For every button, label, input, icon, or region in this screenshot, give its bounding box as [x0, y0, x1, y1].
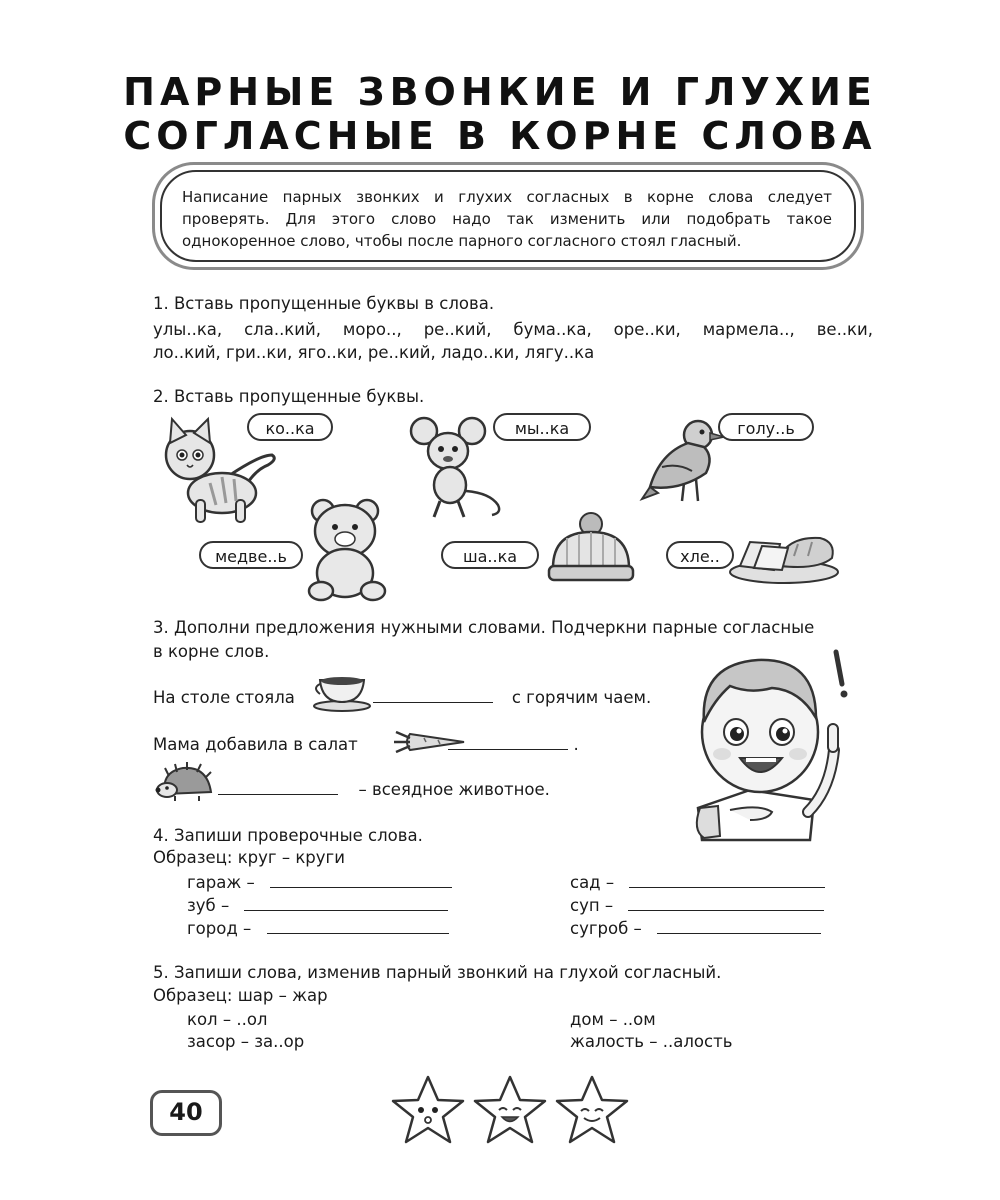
bubble-koshka: ко..ка [247, 413, 333, 441]
star-icon [472, 1074, 548, 1146]
task4-word: сад – [570, 873, 615, 892]
rule-box: Написание парных звонких и глухих согласных в корне слова следует проверять. Для этого слово надо так изменить или подобрать такое однокоренное слово, чтобы после парного согласного стоял гласный. [160, 170, 856, 262]
sentence-1-end: с горячим чаем. [511, 688, 652, 707]
answer-blank-1[interactable] [373, 684, 493, 703]
task3-sentence-1 [153, 684, 651, 708]
task3-heading-line-1: 3. Дополни предложения нужными словами. Подчеркни парные согласные [153, 618, 815, 637]
answer-line[interactable] [657, 915, 821, 934]
task5-heading: 5. Запиши слова, изменив парный звонкий на глухой согласный. [153, 963, 722, 982]
task4-word: гараж – [187, 873, 255, 892]
sentence-1-start: На столе стояла [153, 688, 295, 707]
hedgehog-icon [155, 762, 215, 802]
task5-example: Образец: шар – жар [153, 986, 328, 1005]
bubble-medved: медве..ь [199, 541, 303, 569]
task4-left-row-1 [187, 869, 452, 893]
answer-line[interactable] [628, 892, 824, 911]
cup-icon [312, 672, 374, 712]
task4-left-row-2 [187, 892, 448, 916]
task4-right-row-2 [570, 892, 824, 916]
star-icon [554, 1074, 630, 1146]
star-icon [390, 1074, 466, 1146]
task4-right-row-1 [570, 869, 825, 893]
page-title-line-2: СОГЛАСНЫЕ В КОРНЕ СЛОВА [123, 114, 877, 158]
task5-right-row-2: жалость – ..алость [570, 1032, 733, 1051]
bubble-myshka: мы..ка [493, 413, 591, 441]
task4-word: город – [187, 919, 252, 938]
pigeon-icon [640, 413, 730, 508]
answer-blank-3[interactable] [218, 776, 338, 795]
task1-words-line-1: улы..ка, сла..кий, моро.., ре..кий, бума..ка, оре..ки, мармела.., ве..ки, [153, 320, 873, 339]
bubble-golub: голу..ь [718, 413, 814, 441]
bubble-hleb: хле.. [666, 541, 734, 569]
answer-line[interactable] [629, 869, 825, 888]
task1-words-line-2: ло..кий, гри..ки, яго..ки, ре..кий, ладо..ки, лягу..ка [153, 343, 595, 362]
bread-icon [728, 530, 840, 586]
hat-icon [545, 512, 637, 584]
answer-line[interactable] [244, 892, 448, 911]
task4-left-row-3 [187, 915, 449, 939]
task5-left-row-1: кол – ..ол [187, 1010, 268, 1029]
task4-example: Образец: круг – круги [153, 848, 345, 867]
answer-line[interactable] [267, 915, 449, 934]
bear-icon [303, 497, 398, 602]
task4-word: суп – [570, 896, 614, 915]
answer-blank-2[interactable] [448, 731, 568, 750]
task1-heading: 1. Вставь пропущенные буквы в слова. [153, 294, 495, 313]
sentence-3-end: – всеядное животное. [358, 780, 550, 799]
task4-word: зуб – [187, 896, 230, 915]
sentence-2-end: . [573, 735, 579, 754]
task5-left-row-2: засор – за..ор [187, 1032, 305, 1051]
task3-heading-line-2: в корне слов. [153, 642, 270, 661]
boy-icon [690, 640, 860, 850]
task4-word: сугроб – [570, 919, 642, 938]
page-number: 40 [150, 1090, 222, 1136]
bubble-shapka: ша..ка [441, 541, 539, 569]
task4-heading: 4. Запиши проверочные слова. [153, 826, 423, 845]
task3-sentence-3 [218, 776, 550, 800]
task2-heading: 2. Вставь пропущенные буквы. [153, 387, 425, 406]
page-title-line-1: ПАРНЫЕ ЗВОНКИЕ И ГЛУХИЕ [123, 70, 877, 114]
task4-right-row-3 [570, 915, 821, 939]
task3-sentence-2 [153, 731, 579, 755]
sentence-2-start: Мама добавила в салат [153, 735, 358, 754]
answer-line[interactable] [270, 869, 452, 888]
carrot-icon [394, 730, 466, 754]
task5-right-row-1: дом – ..ом [570, 1010, 656, 1029]
